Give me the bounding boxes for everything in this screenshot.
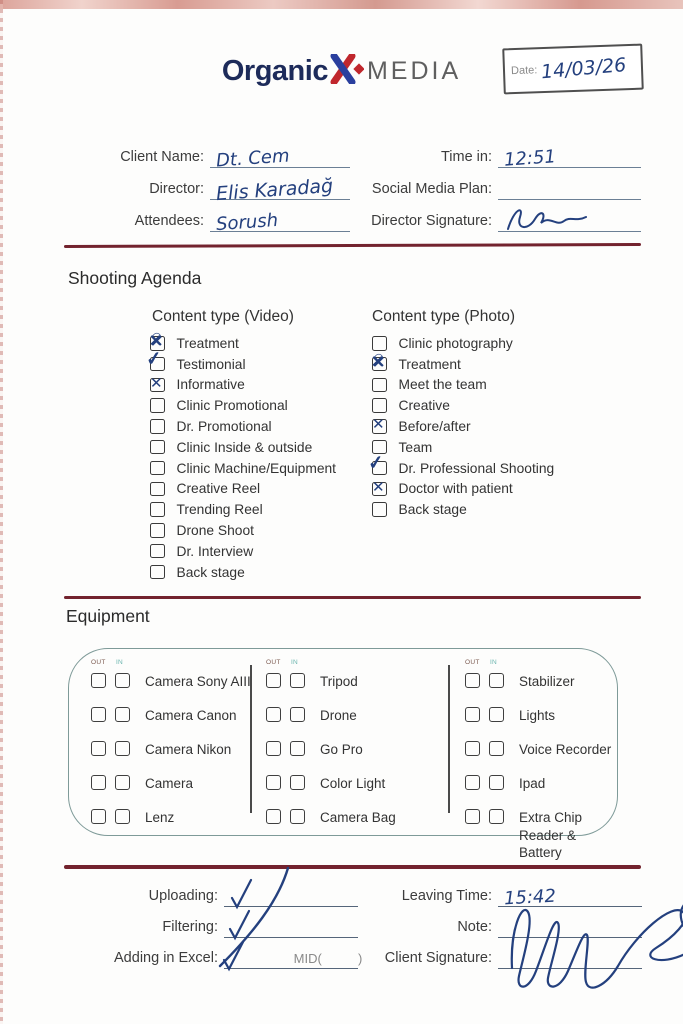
agenda-item-label: Doctor with patient [398, 481, 513, 497]
equipment-item [465, 775, 617, 793]
checkbox-in[interactable] [290, 707, 305, 722]
agenda-item-label: Clinic photography [398, 335, 513, 351]
agenda-video-item [150, 503, 336, 516]
out-label: OUT [266, 659, 281, 666]
equipment-item-label: Go Pro [320, 742, 363, 758]
checkbox-in[interactable] [489, 809, 504, 824]
checkbox[interactable] [150, 357, 165, 372]
leaving-time-value: 15:42 [503, 885, 557, 910]
filtering-row [100, 907, 358, 938]
equipment-item [91, 775, 251, 793]
social-media-plan-field[interactable] [498, 169, 641, 200]
logo-media-text: MEDIA [366, 57, 462, 85]
checkbox-out[interactable] [465, 707, 480, 722]
checkbox[interactable] [150, 502, 165, 517]
equipment-item-label: Camera Nikon [145, 742, 232, 758]
equipment-item [266, 775, 396, 793]
checkbox[interactable] [150, 482, 165, 497]
attendees-label: Attendees: [134, 213, 204, 229]
agenda-item-label: Treatment [398, 356, 461, 372]
checkbox[interactable] [150, 461, 165, 476]
equipment-item-label: Lenz [145, 810, 175, 826]
checkbox[interactable] [372, 461, 387, 476]
client-info-section [104, 136, 641, 236]
checkbox-in[interactable] [290, 775, 305, 790]
agenda-video-item [150, 545, 336, 558]
footer-left-section [100, 876, 363, 969]
agenda-photo-item [372, 462, 554, 475]
uploading-field[interactable] [224, 876, 358, 907]
checkbox[interactable] [372, 419, 387, 434]
checkbox-out[interactable] [91, 741, 106, 756]
checkbox-out[interactable] [91, 809, 106, 824]
agenda-photo-item [372, 441, 554, 454]
checkbox-out[interactable] [465, 741, 480, 756]
equipment-item [266, 707, 396, 725]
checkbox[interactable] [150, 440, 165, 455]
director-signature-label: Director Signature: [371, 213, 492, 229]
equipment-item-label: Voice Recorder [519, 742, 612, 758]
note-field[interactable] [498, 907, 642, 938]
note-label: Note: [457, 919, 492, 935]
filtering-field[interactable] [224, 907, 358, 938]
leaving-time-field[interactable] [498, 876, 642, 910]
checkbox-out[interactable] [266, 673, 281, 688]
checkbox[interactable] [372, 502, 387, 517]
equipment-item [266, 673, 396, 691]
adding-in-excel-row [100, 938, 363, 969]
checkbox[interactable] [372, 482, 387, 497]
separator-line [64, 865, 641, 869]
checkbox-out[interactable] [266, 741, 281, 756]
scan-edge-left [0, 0, 3, 1024]
out-in-header [266, 659, 396, 669]
equipment-item-label: Stabilizer [519, 674, 575, 689]
separator-line [64, 243, 641, 248]
agenda-item-label: Back stage [176, 564, 245, 580]
equipment-title: Equipment [66, 606, 150, 626]
equipment-item-label: Camera Canon [145, 708, 237, 724]
director-row [104, 168, 350, 206]
scan-edge-top [0, 0, 683, 9]
date-label: Date: [510, 64, 538, 78]
checkbox-in[interactable] [489, 673, 504, 688]
checkbox-in[interactable] [115, 673, 130, 688]
equipment-item [91, 707, 251, 725]
equipment-box [68, 648, 618, 861]
in-label: IN [115, 659, 124, 666]
checkbox-in[interactable] [489, 741, 504, 756]
checkbox-in[interactable] [115, 707, 130, 722]
checkbox-out[interactable] [465, 673, 480, 688]
out-in-header [91, 659, 251, 669]
checkbox-in[interactable] [290, 741, 305, 756]
agenda-item-label: Dr. Interview [176, 543, 254, 559]
equipment-column-2 [266, 659, 396, 827]
agenda-video-item [150, 399, 336, 412]
agenda-video-item [150, 524, 336, 537]
attendees-value: Sorush [215, 209, 279, 236]
agenda-photo-item [372, 503, 554, 516]
checkbox-out[interactable] [465, 809, 480, 824]
photo-checklist [372, 337, 554, 516]
in-label: IN [290, 659, 299, 666]
client-info-right [358, 136, 641, 232]
note-row [366, 907, 642, 938]
checkbox-in[interactable] [489, 707, 504, 722]
out-label: OUT [465, 659, 480, 666]
client-signature-label: Client Signature: [384, 950, 492, 966]
content-type-video-heading: Content type (Video) [152, 308, 294, 325]
checkbox-out[interactable] [266, 707, 281, 722]
adding-in-excel-label: Adding in Excel: [114, 950, 218, 966]
agenda-item-label: Meet the team [398, 377, 487, 393]
date-handwritten-value: 14/03/26 [540, 53, 628, 84]
equipment-item [465, 741, 617, 759]
adding-in-excel-field[interactable] [224, 938, 363, 969]
equipment-item-label: Lights [519, 708, 556, 724]
equipment-column-divider [448, 665, 450, 813]
equipment-item-label: Camera [145, 776, 194, 792]
out-label: OUT [91, 659, 106, 666]
uploading-label: Uploading: [148, 888, 218, 904]
agenda-item-label: Trending Reel [176, 502, 263, 518]
checkbox[interactable] [150, 419, 165, 434]
checkbox[interactable] [150, 398, 165, 413]
director-signature-row [358, 200, 641, 232]
filtering-label: Filtering: [162, 919, 218, 935]
client-name-field[interactable] [210, 137, 350, 172]
equipment-item [465, 673, 617, 691]
agenda-video-item [150, 337, 336, 350]
equipment-item-label: Camera Sony AIII [145, 674, 251, 689]
social-media-plan-row [358, 168, 641, 200]
client-info-left [104, 136, 350, 236]
agenda-photo-item [372, 379, 554, 392]
agenda-item-label: Creative [398, 398, 450, 414]
equipment-item [266, 741, 396, 759]
checkbox-in[interactable] [115, 775, 130, 790]
equipment-item [91, 673, 251, 691]
checkbox[interactable] [372, 398, 387, 413]
client-signature-field[interactable] [498, 938, 642, 969]
equipment-item [91, 741, 251, 759]
agenda-photo-item [372, 399, 554, 412]
agenda-item-label: Drone Shoot [176, 522, 254, 538]
agenda-item-label: Before/after [398, 418, 471, 434]
time-in-field[interactable] [498, 137, 641, 171]
director-signature-scribble [502, 203, 592, 237]
checkbox[interactable] [150, 544, 165, 559]
logo-x-icon [328, 54, 364, 89]
agenda-item-label: Informative [176, 377, 245, 393]
equipment-item-label: Camera Bag [320, 810, 396, 826]
time-in-row [358, 136, 641, 171]
checkbox-in[interactable] [115, 809, 130, 824]
checkbox-out[interactable] [465, 775, 480, 790]
separator-line [64, 596, 641, 599]
equipment-item-label: Extra Chip Reader & Battery [519, 810, 583, 861]
director-value: Elis Karadağ [215, 174, 334, 206]
agenda-item-label: Testimonial [176, 356, 246, 372]
director-signature-field[interactable] [498, 201, 641, 232]
agenda-video-item [150, 566, 336, 579]
agenda-photo-item [372, 337, 554, 350]
agenda-video-item [150, 462, 336, 475]
director-label: Director: [149, 181, 204, 197]
client-name-row [104, 136, 350, 172]
equipment-item-label: Drone [320, 708, 357, 724]
checkbox-out[interactable] [91, 707, 106, 722]
equipment-item-label: Color Light [320, 776, 386, 792]
equipment-item-label: Tripod [320, 674, 358, 689]
logo-organic-text: Organic [221, 55, 328, 87]
client-name-label: Client Name: [120, 149, 204, 165]
attendees-field[interactable] [210, 201, 350, 236]
equipment-item [465, 809, 617, 862]
agenda-video-item [150, 420, 336, 433]
agenda-item-label: Team [398, 439, 433, 455]
equipment-item [266, 809, 396, 827]
mid-printed-note: MID( ) [293, 951, 363, 966]
footer-right-section [366, 876, 642, 969]
agenda-video-item [150, 358, 336, 371]
date-box [502, 44, 644, 95]
equipment-item [91, 809, 251, 827]
checkbox[interactable] [150, 565, 165, 580]
agenda-photo-item [372, 358, 554, 371]
equipment-column-1 [91, 659, 251, 827]
director-field[interactable] [210, 169, 350, 206]
checkbox-out[interactable] [91, 775, 106, 790]
content-type-photo-heading: Content type (Photo) [372, 308, 516, 325]
checkbox[interactable] [150, 378, 165, 393]
agenda-photo-item [372, 420, 554, 433]
checkbox-out[interactable] [266, 809, 281, 824]
video-checklist [150, 337, 336, 578]
checkbox-in[interactable] [290, 809, 305, 824]
checkbox-out[interactable] [91, 673, 106, 688]
agenda-item-label: Clinic Machine/Equipment [176, 460, 337, 476]
checkbox[interactable] [150, 523, 165, 538]
time-in-label: Time in: [440, 149, 492, 165]
checkbox-in[interactable] [290, 673, 305, 688]
checkbox-out[interactable] [266, 775, 281, 790]
equipment-item [465, 707, 617, 725]
equipment-column-3 [465, 659, 617, 862]
leaving-time-row [366, 876, 642, 910]
agenda-video-item [150, 483, 336, 496]
checkbox[interactable] [372, 357, 387, 372]
agenda-item-label: Creative Reel [176, 481, 261, 497]
agenda-video-item [150, 379, 336, 392]
attendees-row [104, 200, 350, 236]
checkbox[interactable] [372, 378, 387, 393]
social-media-plan-label: Social Media Plan: [371, 181, 492, 197]
leaving-time-label: Leaving Time: [401, 888, 492, 904]
uploading-row [100, 876, 358, 907]
equipment-item-label: Ipad [519, 776, 546, 792]
in-label: IN [489, 659, 498, 666]
client-signature-row [366, 938, 642, 969]
agenda-item-label: Dr. Promotional [176, 418, 272, 434]
agenda-item-label: Treatment [176, 335, 239, 351]
time-in-value: 12:51 [503, 146, 557, 171]
shooting-agenda-title: Shooting Agenda [68, 268, 202, 288]
agenda-item-label: Back stage [398, 502, 467, 518]
checkbox-in[interactable] [115, 741, 130, 756]
agenda-item-label: Clinic Promotional [176, 398, 288, 414]
agenda-video-item [150, 441, 336, 454]
checkbox[interactable] [372, 336, 387, 351]
checkbox-in[interactable] [489, 775, 504, 790]
agenda-item-label: Clinic Inside & outside [176, 439, 313, 455]
client-name-value: Dt. Cem [215, 145, 291, 172]
agenda-item-label: Dr. Professional Shooting [398, 460, 555, 476]
out-in-header [465, 659, 617, 669]
agenda-photo-item [372, 483, 554, 496]
